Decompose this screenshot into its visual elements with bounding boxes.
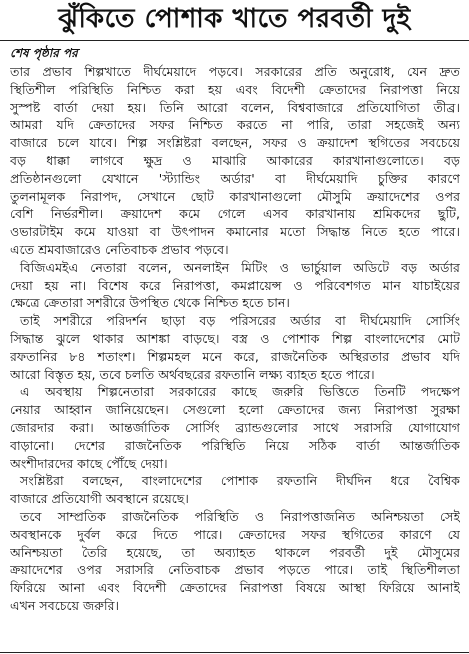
paragraph bbox=[10, 508, 460, 615]
paragraph-line: সুস্পষ্ট বার্তা দেয়া হয়। তিনি আরো বলেন, বিশ্ববাজারে প্রতিযোগিতা তীব্র। bbox=[10, 99, 460, 115]
paragraph bbox=[10, 383, 460, 472]
paragraph-line: এখন সবচেয়ে জরুরি। bbox=[10, 597, 120, 613]
paragraph-line: অনিশ্চয়তা তৈরি হয়েছে, তা অব্যাহত থাকলে পরবর্তী দুই মৌসুমের bbox=[10, 544, 460, 560]
paragraph-line: রফতানির ৮৪ শতাংশ। শিল্পমহল মনে করে, রাজনৈতিক অস্থিরতার প্রভাব যদি bbox=[10, 348, 460, 364]
paragraph-line: তুলনামূলক নিরাপদ, সেখানে ছোট কারখানাগুলো মৌসুমি ক্রয়াদেশের ওপর bbox=[10, 188, 460, 204]
paragraph-line: ক্ষেত্রে ক্রেতারা সশরীরে উপস্থিত থেকে নিশ্চিত হতে চান। bbox=[10, 295, 290, 311]
paragraph-line: ওভারটাইম কমে যাওয়া বা উৎপাদন কমানোর মতো সিদ্ধান্ত নিতে হতে পারে। bbox=[10, 224, 460, 240]
paragraph-line: বেশি নির্ভরশীল। ক্রয়াদেশ কমে গেলে এসব কারখানায় শ্রমিকদের ছুটি, bbox=[10, 206, 460, 222]
paragraph-line: প্রতিষ্ঠানগুলো যেখানে 'স্ট্যান্ডিং অর্ডার' বা দীর্ঘমেয়াদি চুক্তির কারণে bbox=[10, 170, 460, 186]
paragraph-line: তার প্রভাব শিল্পখাতে দীর্ঘমেয়াদে পড়বে। সরকারের প্রতি অনুরোধ, যেন দ্রুত bbox=[10, 64, 460, 79]
paragraph-line: অবস্থানকে দুর্বল করে দিতে পারে। ক্রেতাদের সফর স্থগিতের কারণে যে bbox=[10, 526, 460, 542]
paragraph-line: স্থিতিশীল পরিস্থিতি নিশ্চিত করা হয় এবং বিদেশী ক্রেতাদের নিরাপত্তা নিয়ে bbox=[10, 81, 460, 97]
bottom-border bbox=[0, 652, 469, 653]
continued-from-label: শেষ পৃষ্ঠার পর bbox=[10, 46, 78, 60]
paragraph bbox=[10, 312, 460, 383]
paragraph-line: তবে সাম্প্রতিক রাজনৈতিক পরিস্থিতি ও নিরাপত্তাজনিত অনিশ্চয়তা সেই bbox=[20, 508, 460, 524]
paragraph-line: এতে শ্রমবাজারেও নেতিবাচক প্রভাব পড়বে। bbox=[10, 241, 229, 257]
paragraph-line: দেয়া হয় না। বিশেষ করে নিরাপত্তা, কমপ্লায়েন্স ও পরিবেশগত মান যাচাইয়ের bbox=[10, 277, 460, 293]
paragraph-line: ক্রয়াদেশের ওপর সরাসরি নেতিবাচক প্রভাব পড়তে পারে। তাই স্থিতিশীলতা bbox=[10, 562, 460, 578]
paragraph-line: তাই সশরীরে পরিদর্শন ছাড়া বড় পরিসরের অর্ডার বা দীর্ঘমেয়াদি সোর্সিং bbox=[20, 313, 460, 329]
paragraph bbox=[10, 259, 460, 312]
paragraph-line: ফিরিয়ে আনা এবং বিদেশী ক্রেতাদের নিরাপত্তা বিষয়ে আস্থা ফিরিয়ে আনাই bbox=[10, 580, 460, 596]
paragraph-line: বড় ধাক্কা লাগবে ক্ষুদ্র ও মাঝারি আকারের কারখানাগুলোতে। বড় bbox=[10, 152, 460, 168]
paragraph-line: এ অবস্থায় শিল্পনেতারা সরকারের কাছে জরুরি ভিত্তিতে তিনটি পদক্ষেপ bbox=[20, 384, 460, 400]
paragraph-line: আমরা যদি ক্রেতাদের সফর নিশ্চিত করতে না পারি, তারা সহজেই অন্য bbox=[10, 117, 460, 133]
headline: ঝুঁকিতে পোশাক খাতে পরবর্তী দুই bbox=[58, 4, 411, 34]
paragraph-line: জোরদার করা। আন্তর্জাতিক সোর্সিং ব্র্যান্ডগুলোর সাথে সরাসরি যোগাযোগ bbox=[10, 419, 460, 435]
paragraph-line: নেয়ার আহ্বান জানিয়েছেন। সেগুলো হলো ক্রেতাদের জন্য নিরাপত্তা সুরক্ষা bbox=[10, 402, 460, 418]
paragraph-line: বিজিএমইএ নেতারা বলেন, অনলাইন মিটিং ও ভার্চুয়াল অডিটে বড় অর্ডার bbox=[20, 259, 460, 275]
paragraph-line: সংশ্লিষ্টরা বলছেন, বাংলাদেশের পোশাক রফতানি দীর্ঘদিন ধরে বৈশ্বিক bbox=[20, 473, 460, 489]
paragraph bbox=[10, 472, 460, 508]
paragraph-line: বাড়ানো। দেশের রাজনৈতিক পরিস্থিতি নিয়ে সঠিক বার্তা আন্তর্জাতিক bbox=[10, 437, 460, 453]
paragraph-line: বাজারে চলে যাবে। শিল্প সংশ্লিষ্টরা বলছেন, সফর ও ক্রয়াদেশ স্থগিতের সবচেয়ে bbox=[10, 135, 460, 151]
article-body bbox=[10, 63, 460, 615]
paragraph bbox=[10, 63, 460, 259]
paragraph-line: সিদ্ধান্ত ঝুলে থাকার আশঙ্কা বাড়ছে। বস্ত্র ও পোশাক শিল্প বাংলাদেশের মোট bbox=[10, 330, 460, 346]
paragraph-line: বাজারে প্রতিযোগী অবস্থানে রয়েছে। bbox=[10, 491, 189, 507]
paragraph-line: আরো বিস্তৃত হয়, তবে চলতি অর্থবছরের রফতানি লক্ষ্য ব্যাহত হতে পারে। bbox=[10, 366, 375, 382]
headline-divider bbox=[0, 40, 469, 41]
paragraph-line: অংশীদারদের কাছে পৌঁছে দেয়া। bbox=[10, 455, 168, 471]
